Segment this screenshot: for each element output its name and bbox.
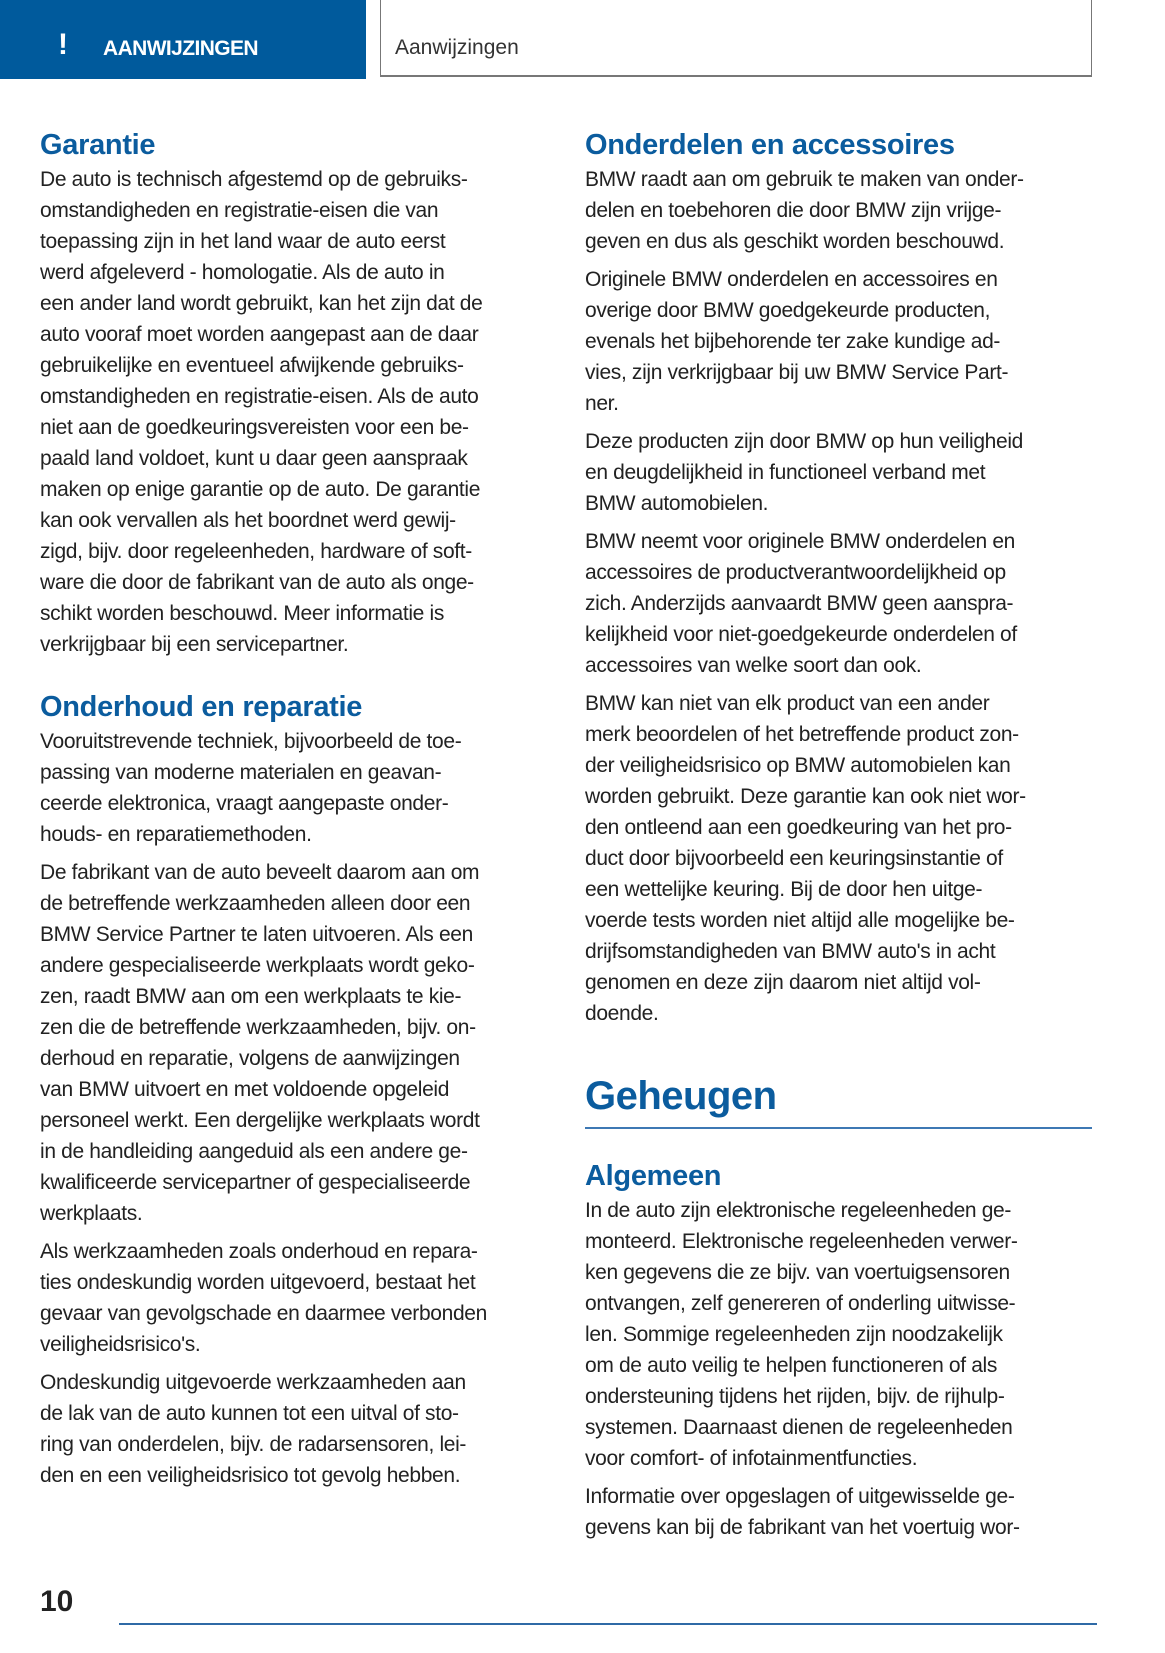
text-line: De auto is technisch afgestemd op de gebruiks- xyxy=(40,168,468,191)
text-line: paald land voldoet, kunt u daar geen aanspraak xyxy=(40,447,468,470)
text-line: zen die de betreffende werkzaamheden, bijv. on- xyxy=(40,1016,476,1039)
text-line: ties ondeskundig worden uitgevoerd, bestaat het xyxy=(40,1271,476,1294)
text-line: werd afgeleverd - homologatie. Als de auto in xyxy=(40,261,445,284)
text-line: Als werkzaamheden zoals onderhoud en repara- xyxy=(40,1240,478,1263)
text-line: vies, zijn verkrijgbaar bij uw BMW Service Part- xyxy=(585,361,1009,384)
paragraph xyxy=(585,1195,1105,1474)
text-line: worden gebruikt. Deze garantie kan ook niet wor- xyxy=(585,785,1026,808)
text-line: BMW Service Partner te laten uitvoeren. Als een xyxy=(40,923,473,946)
text-line: auto vooraf moet worden aangepast aan de daar xyxy=(40,323,479,346)
text-line: en deugdelijkheid in functioneel verband met xyxy=(585,461,986,484)
text-line: gevens kan bij de fabrikant van het voertuig wor- xyxy=(585,1516,1020,1539)
text-line: drijfsomstandigheden van BMW auto's in acht xyxy=(585,940,996,963)
text-line: duct door bijvoorbeeld een keuringsinstantie of xyxy=(585,847,1003,870)
text-line: der veiligheidsrisico op BMW automobielen kan xyxy=(585,754,1011,777)
paragraph xyxy=(585,1481,1105,1543)
text-line: len. Sommige regeleenheden zijn noodzakelijk xyxy=(585,1323,1003,1346)
chapter-divider xyxy=(585,1127,1092,1129)
text-line: niet aan de goedkeuringsvereisten voor een be- xyxy=(40,416,469,439)
breadcrumb: Aanwijzingen xyxy=(395,36,519,59)
text-line: ner. xyxy=(585,392,619,415)
text-line: genomen en deze zijn daarom niet altijd vol- xyxy=(585,971,981,994)
text-line: de lak van de auto kunnen tot een uitval of sto- xyxy=(40,1402,459,1425)
text-line: zen, raadt BMW aan om een werkplaats te kie- xyxy=(40,985,462,1008)
footer-divider xyxy=(119,1623,1097,1625)
text-line: de betreffende werkzaamheden alleen door een xyxy=(40,892,471,915)
text-line: voor comfort- of infotainmentfuncties. xyxy=(585,1447,918,1470)
text-line: Deze producten zijn door BMW op hun veiligheid xyxy=(585,430,1023,453)
paragraph xyxy=(585,688,1105,1029)
text-line: delen en toebehoren die door BMW zijn vrijge- xyxy=(585,199,1002,222)
text-line: den en een veiligheidsrisico tot gevolg hebben. xyxy=(40,1464,461,1487)
section-heading: Onderhoud en reparatie xyxy=(40,691,363,723)
text-line: omstandigheden en registratie-eisen. Als de auto xyxy=(40,385,479,408)
paragraph xyxy=(40,1367,560,1491)
text-line: houds- en reparatiemethoden. xyxy=(40,823,312,846)
left-column xyxy=(40,126,560,1498)
text-line: den ontleend aan een goedkeuring van het pro- xyxy=(585,816,1012,839)
text-line: accessoires de productverantwoordelijkheid op xyxy=(585,561,1006,584)
text-line: BMW raadt aan om gebruik te maken van onder- xyxy=(585,168,1024,191)
text-line: zich. Anderzijds aanvaardt BMW geen aanspra- xyxy=(585,592,1014,615)
text-line: In de auto zijn elektronische regeleenheden ge- xyxy=(585,1199,1012,1222)
section-badge xyxy=(0,0,366,79)
chapter-title: Geheugen xyxy=(585,1074,777,1118)
text-line: monteerd. Elektronische regeleenheden verwer- xyxy=(585,1230,1018,1253)
paragraph xyxy=(40,726,560,850)
text-line: ondersteuning tijdens het rijden, bijv. de rijhulp- xyxy=(585,1385,1005,1408)
text-line: doende. xyxy=(585,1002,659,1025)
text-line: andere gespecialiseerde werkplaats wordt geko- xyxy=(40,954,475,977)
text-line: derhoud en reparatie, volgens de aanwijzingen xyxy=(40,1047,460,1070)
paragraph xyxy=(585,164,1105,257)
text-line: De fabrikant van de auto beveelt daarom aan om xyxy=(40,861,480,884)
text-line: ring van onderdelen, bijv. de radarsensoren, lei- xyxy=(40,1433,467,1456)
text-line: accessoires van welke soort dan ook. xyxy=(585,654,922,677)
text-line: BMW neemt voor originele BMW onderdelen en xyxy=(585,530,1016,553)
text-line: merk beoordelen of het betreffende product zon- xyxy=(585,723,1019,746)
text-line: personeel werkt. Een dergelijke werkplaats wordt xyxy=(40,1109,480,1132)
text-line: schikt worden beschouwd. Meer informatie is xyxy=(40,602,444,625)
text-line: toepassing zijn in het land waar de auto eerst xyxy=(40,230,446,253)
text-line: Vooruitstrevende techniek, bijvoorbeeld de toe- xyxy=(40,730,462,753)
text-line: ken gegevens die ze bijv. van voertuigsensoren xyxy=(585,1261,1010,1284)
paragraph xyxy=(40,1236,560,1360)
paragraph xyxy=(585,426,1105,519)
text-line: ware die door de fabrikant van de auto als onge- xyxy=(40,571,474,594)
section-heading: Garantie xyxy=(40,129,156,161)
page-number: 10 xyxy=(40,1585,74,1618)
text-line: gebruikelijke en eventueel afwijkende gebruiks- xyxy=(40,354,464,377)
section-heading: Onderdelen en accessoires xyxy=(585,129,955,161)
section-heading: Algemeen xyxy=(585,1160,722,1192)
text-line: omstandigheden en registratie-eisen die van xyxy=(40,199,439,222)
paragraph xyxy=(40,164,560,660)
text-line: BMW kan niet van elk product van een ander xyxy=(585,692,990,715)
text-line: voerde tests worden niet altijd alle mogelijke be- xyxy=(585,909,1015,932)
text-line: een wettelijke keuring. Bij de door hen uitge- xyxy=(585,878,983,901)
text-line: kelijkheid voor niet-goedgekeurde onderdelen of xyxy=(585,623,1017,646)
text-line: om de auto veilig te helpen functioneren of als xyxy=(585,1354,997,1377)
text-line: zigd, bijv. door regeleenheden, hardware of soft- xyxy=(40,540,472,563)
text-line: evenals het bijbehorende ter zake kundige ad- xyxy=(585,330,1001,353)
text-line: kwalificeerde servicepartner of gespecialiseerde xyxy=(40,1171,471,1194)
text-line: gevaar van gevolgschade en daarmee verbonden xyxy=(40,1302,487,1325)
text-line: Ondeskundig uitgevoerde werkzaamheden aan xyxy=(40,1371,466,1394)
text-line: verkrijgbaar bij een servicepartner. xyxy=(40,633,349,656)
text-line: een ander land wordt gebruikt, kan het zijn dat de xyxy=(40,292,483,315)
text-line: Originele BMW onderdelen en accessoires en xyxy=(585,268,998,291)
paragraph xyxy=(585,264,1105,419)
text-line: Informatie over opgeslagen of uitgewisselde ge- xyxy=(585,1485,1015,1508)
text-line: BMW automobielen. xyxy=(585,492,769,515)
text-line: ceerde elektronica, vraagt aangepaste onder- xyxy=(40,792,449,815)
text-line: overige door BMW goedgekeurde producten, xyxy=(585,299,991,322)
text-line: systemen. Daarnaast dienen de regeleenheden xyxy=(585,1416,1013,1439)
text-line: van BMW uitvoert en met voldoende opgeleid xyxy=(40,1078,450,1101)
paragraph xyxy=(40,857,560,1229)
text-line: passing van moderne materialen en geavan- xyxy=(40,761,442,784)
text-line: ontvangen, zelf genereren of onderling uitwisse- xyxy=(585,1292,1016,1315)
right-column xyxy=(585,126,1105,1550)
text-line: veiligheidsrisico's. xyxy=(40,1333,201,1356)
text-line: geven en dus als geschikt worden beschouwd. xyxy=(585,230,1005,253)
breadcrumb-box xyxy=(380,0,1092,77)
text-line: maken op enige garantie op de auto. De garantie xyxy=(40,478,481,501)
warning-exclamation-icon: ! xyxy=(58,28,68,61)
text-line: kan ook vervallen als het boordnet werd gewij- xyxy=(40,509,456,532)
text-line: in de handleiding aangeduid als een andere ge- xyxy=(40,1140,468,1163)
text-line: werkplaats. xyxy=(40,1202,143,1225)
section-label: AANWIJZINGEN xyxy=(103,37,258,60)
paragraph xyxy=(585,526,1105,681)
